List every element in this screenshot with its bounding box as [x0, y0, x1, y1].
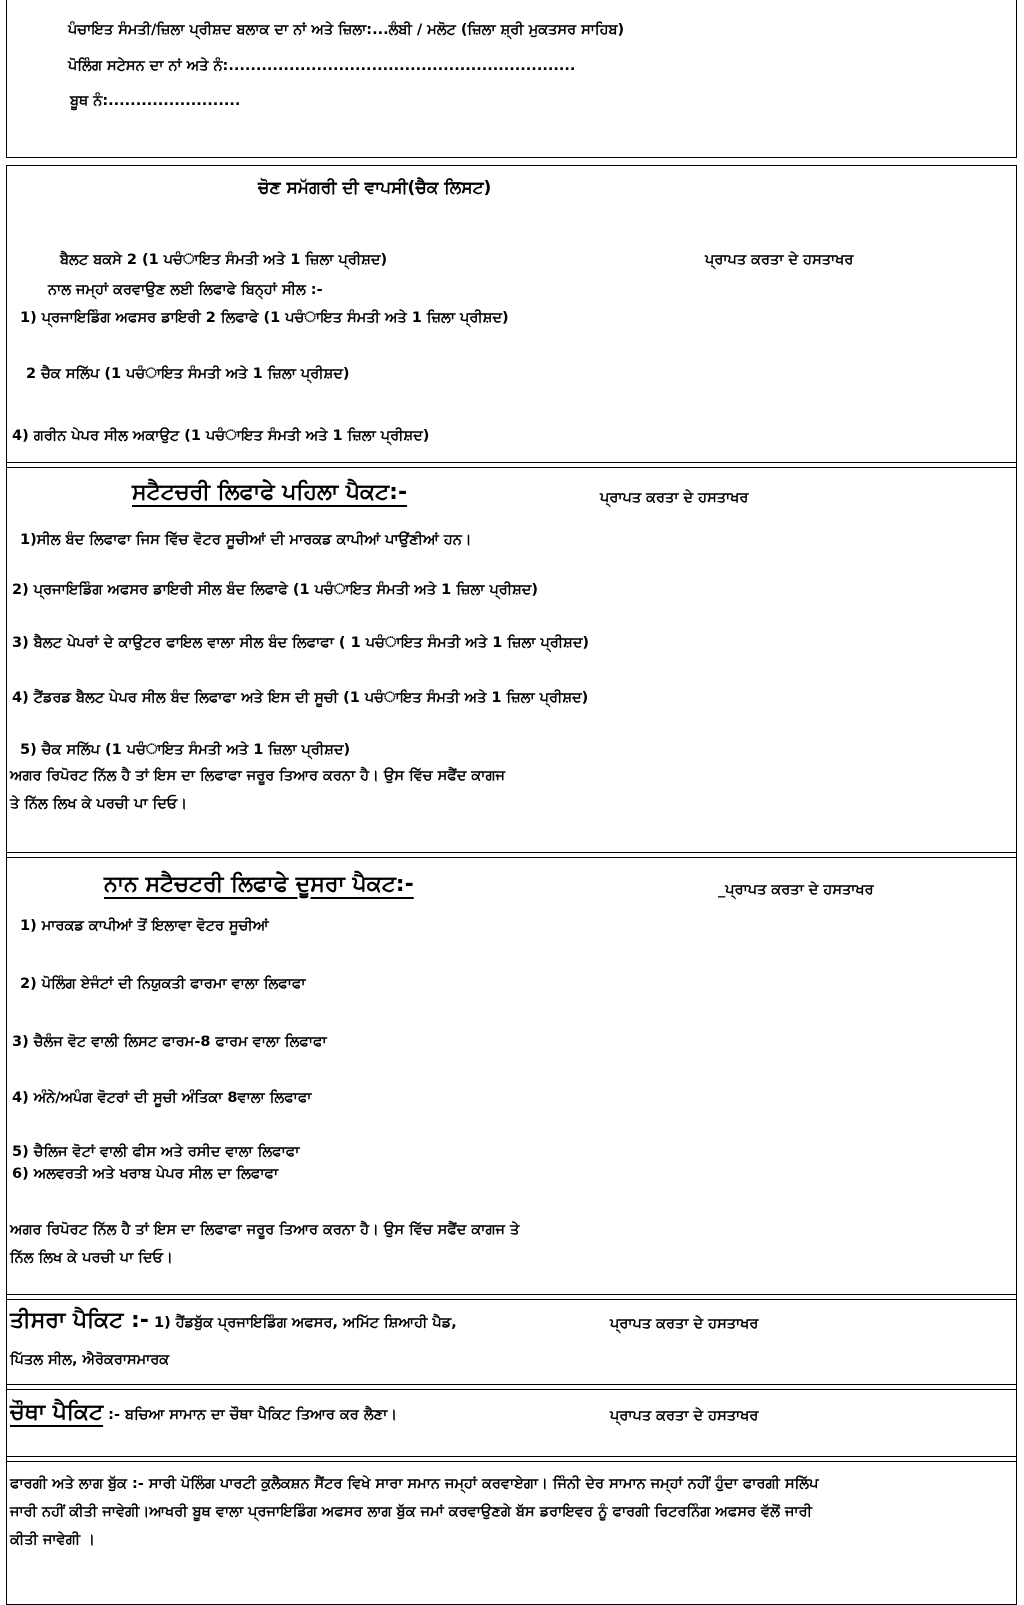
packet1-signature: ਪ੍ਰਾਪਤ ਕਰਤਾ ਦੇ ਹਸਤਾਖਰ	[600, 490, 749, 506]
divider	[6, 1384, 1017, 1390]
footer-line1: ਫਾਰਗੀ ਅਤੇ ਲਾਗ ਬੁੱਕ :- ਸਾਰੀ ਪੋਲਿੰਗ ਪਾਰਟੀ ਕੁਲੈਕਸ਼ਨ ਸੈਂਟਰ ਵਿਖੇ ਸਾਰਾ ਸਮਾਨ ਜਮ੍ਹਾਂ ਕਰਵਾਏਗਾ। ਜਿੰਨੀ ਦੇਰ ਸਾਮਾਨ ਜਮ੍ਹਾਂ ਨਹੀਂ ਹੁੰਦਾ ਫਾਰਗੀ ਸਲਿੱਪ	[10, 1476, 819, 1492]
packet3-title: ਤੀਸਰਾ ਪੈਕਿਟ :-	[10, 1308, 149, 1333]
packet1-item: 2) ਪ੍ਰਜਾਇਡਿੰਗ ਅਫਸਰ ਡਾਇਰੀ ਸੀਲ ਬੰਦ ਲਿਫਾਫੇ (1 ਪਚੰਾਇਤ ਸੰਮਤੀ ਅਤੇ 1 ਜ਼ਿਲਾ ਪ੍ਰੀਸ਼ਦ)	[12, 582, 539, 598]
divider	[6, 462, 1017, 468]
packet3-signature: ਪ੍ਰਾਪਤ ਕਰਤਾ ਦੇ ਹਸਤਾਖਰ	[610, 1316, 759, 1332]
packet1-item: 5) ਚੈਕ ਸਲਿੱਪ (1 ਪਚੰਾਇਤ ਸੰਮਤੀ ਅਤੇ 1 ਜ਼ਿਲਾ ਪ੍ਰੀਸ਼ਦ)	[20, 742, 351, 758]
packet2-note: ਅਗਰ ਰਿਪੋਰਟ ਨਿੱਲ ਹੈ ਤਾਂ ਇਸ ਦਾ ਲਿਫਾਫਾ ਜਰੂਰ ਤਿਆਰ ਕਰਨਾ ਹੈ। ਉਸ ਵਿੱਚ ਸਫੈਂਦ ਕਾਗਜ ਤੇ	[10, 1222, 520, 1238]
packet3-text: 1) ਹੈਂਡਬੁੱਕ ਪ੍ਰਜਾਇਡਿੰਗ ਅਫਸਰ, ਅਮਿੱਟ ਸ਼ਿਆਹੀ ਪੈਡ,	[153, 1315, 457, 1331]
footer-line2: ਜਾਰੀ ਨਹੀਂ ਕੀਤੀ ਜਾਵੇਗੀ।ਆਖਰੀ ਬੂਥ ਵਾਲਾ ਪ੍ਰਜਾਇਡਿੰਗ ਅਫਸਰ ਲਾਗ ਬੁੱਕ ਜਮਾਂ ਕਰਵਾਉਣਗੇ ਬੱਸ ਡਰਾਇਵਰ ਨੂੰ ਫਾਰਗੀ ਰਿਟਰਨਿੰਗ ਅਫਸਰ ਵੱਲੋਂ ਜਾਰੀ	[10, 1504, 812, 1520]
packet2-title: ਨਾਨ ਸਟੈਚਟਰੀ ਲਿਫਾਫੇ ਦੂਸਰਾ ਪੈਕਟ:-	[104, 872, 414, 897]
packet3-line	[10, 1308, 457, 1333]
header-line2: ਪੋਲਿੰਗ ਸਟੇਸਨ ਦਾ ਨਾਂ ਅਤੇ ਨੰ:...............................................................	[68, 58, 576, 74]
packet2-note: ਨਿੱਲ ਲਿਖ ਕੇ ਪਰਚੀ ਪਾ ਦਿਓ।	[10, 1250, 173, 1266]
packet1-note: ਤੇ ਨਿੱਲ ਲਿਖ ਕੇ ਪਰਚੀ ਪਾ ਦਿਓ।	[10, 796, 188, 812]
envelopes-note: ਨਾਲ ਜਮ੍ਹਾਂ ਕਰਵਾਉਣ ਲਈ ਲਿਫਾਫੇ ਬਿਨ੍ਹਾਂ ਸੀਲ :-	[48, 282, 323, 298]
packet1-item: 1)ਸੀਲ ਬੰਦ ਲਿਫਾਫਾ ਜਿਸ ਵਿੱਚ ਵੋਟਰ ਸੂਚੀਆਂ ਦੀ ਮਾਰਕਡ ਕਾਪੀਆਂ ਪਾਉਂਣੀਆਂ ਹਨ।	[20, 532, 472, 548]
checklist-item2: 2 ਚੈਕ ਸਲਿੱਪ (1 ਪਚੰਾਇਤ ਸੰਮਤੀ ਅਤੇ 1 ਜ਼ਿਲਾ ਪ੍ਰੀਸ਼ਦ)	[26, 366, 350, 382]
checklist-item1: 1) ਪ੍ਰਜਾਇਡਿੰਗ ਅਫਸਰ ਡਾਇਰੀ 2 ਲਿਫਾਫੇ (1 ਪਚੰਾਇਤ ਸੰਮਤੀ ਅਤੇ 1 ਜ਼ਿਲਾ ਪ੍ਰੀਸ਼ਦ)	[20, 310, 509, 326]
packet1-item: 4) ਟੈਂਡਰਡ ਬੈਲਟ ਪੇਪਰ ਸੀਲ ਬੰਦ ਲਿਫਾਫਾ ਅਤੇ ਇਸ ਦੀ ਸੂਚੀ (1 ਪਚੰਾਇਤ ਸੰਮਤੀ ਅਤੇ 1 ਜ਼ਿਲਾ ਪ੍ਰੀਸ਼ਦ)	[12, 690, 589, 706]
packet1-item: 3) ਬੈਲਟ ਪੇਪਰਾਂ ਦੇ ਕਾਉਟਰ ਫਾਇਲ ਵਾਲਾ ਸੀਲ ਬੰਦ ਲਿਫਾਫਾ ( 1 ਪਚੰਾਇਤ ਸੰਮਤੀ ਅਤੇ 1 ਜ਼ਿਲਾ ਪ੍ਰੀਸ਼ਦ)	[12, 635, 590, 651]
divider	[6, 852, 1017, 858]
packet2-item: 3) ਚੈਲੰਜ ਵੋਟ ਵਾਲੀ ਲਿਸਟ ਫਾਰਮ-8 ਫਾਰਮ ਵਾਲਾ ਲਿਫਾਫਾ	[12, 1034, 327, 1050]
checklist-item4: 4) ਗਰੀਨ ਪੇਪਰ ਸੀਲ ਅਕਾਉਟ (1 ਪਚੰਾਇਤ ਸੰਮਤੀ ਅਤੇ 1 ਜ਼ਿਲਾ ਪ੍ਰੀਸ਼ਦ)	[12, 428, 430, 444]
packet2-item: 4) ਅੰਨੇ/ਅਪੰਗ ਵੋਟਰਾਂ ਦੀ ਸੂਚੀ ਅੰਤਿਕਾ 8ਵਾਲਾ ਲਿਫਾਫਾ	[12, 1090, 312, 1106]
packet4-signature: ਪ੍ਰਾਪਤ ਕਰਤਾ ਦੇ ਹਸਤਾਖਰ	[610, 1408, 759, 1424]
checklist-signature: ਪ੍ਰਾਪਤ ਕਰਤਾ ਦੇ ਹਸਤਾਖਰ	[705, 252, 854, 268]
packet2-item: 1) ਮਾਰਕਡ ਕਾਪੀਆਂ ਤੋਂ ਇਲਾਵਾ ਵੋਟਰ ਸੂਚੀਆਂ	[20, 918, 269, 934]
packet1-title: ਸਟੈਟਚਰੀ ਲਿਫਾਫੇ ਪਹਿਲਾ ਪੈਕਟ:-	[132, 480, 408, 505]
packet4-text: :- ਬਚਿਆ ਸਾਮਾਨ ਦਾ ਚੌਥਾ ਪੈਕਿਟ ਤਿਆਰ ਕਰ ਲੈਣਾ।	[108, 1407, 398, 1423]
packet2-item: 5) ਚੈਲਿਜ ਵੋਟਾਂ ਵਾਲੀ ਫੀਸ ਅਤੇ ਰਸੀਦ ਵਾਲਾ ਲਿਫਾਫਾ	[12, 1144, 300, 1160]
header-line3: ਬੂਥ ਨੰ:........................	[70, 93, 241, 109]
packet3-text2: ਪਿੱਤਲ ਸੀਲ, ਐਰੋਕਰਾਸਮਾਰਕ	[10, 1352, 170, 1368]
packet2-item: 6) ਅਲਵਰਤੀ ਅਤੇ ਖਰਾਬ ਪੇਪਰ ਸੀਲ ਦਾ ਲਿਫਾਫਾ	[12, 1166, 279, 1182]
checklist-title: ਚੋਣ ਸਮੱਗਰੀ ਦੀ ਵਾਪਸੀ(ਚੈਕ ਲਿਸਟ)	[258, 178, 492, 198]
packet1-note: ਅਗਰ ਰਿਪੋਰਟ ਨਿੱਲ ਹੈ ਤਾਂ ਇਸ ਦਾ ਲਿਫਾਫਾ ਜਰੂਰ ਤਿਆਰ ਕਰਨਾ ਹੈ। ਉਸ ਵਿੱਚ ਸਫੈਂਦ ਕਾਗਜ	[10, 768, 506, 784]
packet4-line	[10, 1400, 397, 1425]
divider	[6, 1456, 1017, 1462]
packet2-item: 2) ਪੋਲਿੰਗ ਏਜੰਟਾਂ ਦੀ ਨਿਯੁਕਤੀ ਫਾਰਮਾ ਵਾਲਾ ਲਿਫਾਫਾ	[20, 976, 306, 992]
packet2-signature: _ਪ੍ਰਾਪਤ ਕਰਤਾ ਦੇ ਹਸਤਾਖਰ	[718, 882, 874, 898]
footer-line3: ਕੀਤੀ ਜਾਵੇਗੀ ।	[10, 1532, 95, 1548]
packet4-title: ਚੌਥਾ ਪੈਕਿਟ	[10, 1400, 104, 1425]
ballot-box-line: ਬੈਲਟ ਬਕਸੇ 2 (1 ਪਚੰਾਇਤ ਸੰਮਤੀ ਅਤੇ 1 ਜ਼ਿਲਾ ਪ੍ਰੀਸ਼ਦ)	[60, 252, 388, 268]
header-line1: ਪੰਚਾਇਤ ਸੰਮਤੀ/ਜ਼ਿਲਾ ਪ੍ਰੀਸ਼ਦ ਬਲਾਕ ਦਾ ਨਾਂ ਅਤੇ ਜ਼ਿਲਾ:...ਲੰਬੀ / ਮਲੋਟ (ਜ਼ਿਲਾ ਸ਼੍ਰੀ ਮੁਕਤਸਰ ਸਾਹਿਬ)	[68, 22, 625, 38]
divider	[6, 1294, 1017, 1300]
